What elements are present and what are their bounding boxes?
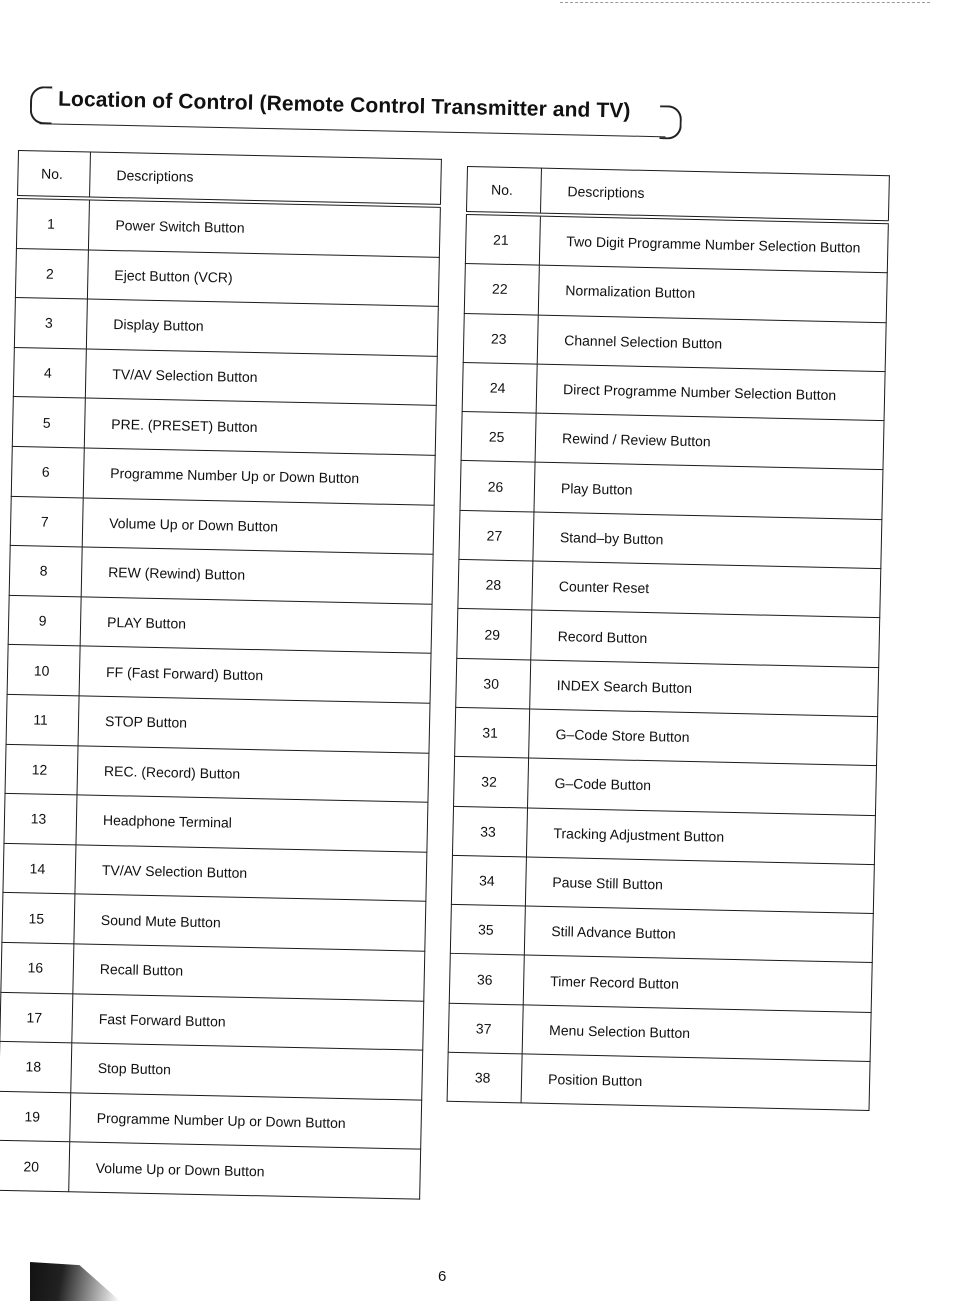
- row-number: 14: [3, 843, 76, 894]
- row-number: 28: [458, 559, 533, 610]
- row-description: TV/AV Selection Button: [75, 845, 427, 902]
- row-description: FF (Fast Forward) Button: [79, 646, 431, 703]
- row-description: Two Digit Programme Number Selection Button: [539, 215, 888, 273]
- row-number: 25: [461, 412, 536, 463]
- table-row: [465, 213, 888, 273]
- left-table-body: [0, 197, 440, 1199]
- row-description: Recall Button: [73, 944, 425, 1001]
- row-description: Programme Number Up or Down Button: [83, 448, 435, 505]
- row-number: 16: [1, 942, 74, 993]
- table-row: [8, 595, 432, 653]
- row-number: 18: [0, 1041, 72, 1092]
- row-description: G–Code Button: [528, 758, 877, 815]
- table-row: [0, 992, 424, 1050]
- row-description: Volume Up or Down Button: [82, 498, 434, 555]
- table-row: [16, 197, 440, 257]
- row-number: 29: [457, 609, 532, 660]
- row-number: 23: [463, 313, 538, 364]
- row-description: INDEX Search Button: [530, 660, 879, 717]
- scan-top-rule: [560, 2, 930, 3]
- table-row: [9, 546, 433, 604]
- table-row: [10, 496, 434, 554]
- left-controls-table: [0, 150, 442, 1200]
- row-number: 37: [448, 1003, 523, 1054]
- row-number: 31: [455, 707, 530, 758]
- row-number: 21: [465, 213, 540, 265]
- row-description: Channel Selection Button: [537, 315, 886, 372]
- table-row: [1, 942, 425, 1000]
- table-row: [15, 248, 439, 306]
- column-header-no: No.: [466, 167, 541, 215]
- column-header-descriptions: Descriptions: [89, 152, 441, 206]
- table-row: [12, 397, 436, 455]
- row-number: 12: [5, 744, 78, 795]
- table-row: [11, 446, 435, 504]
- table-row: [0, 1141, 421, 1199]
- row-description: REW (Rewind) Button: [81, 547, 433, 604]
- row-description: Record Button: [531, 610, 880, 667]
- row-description: PRE. (PRESET) Button: [84, 398, 436, 455]
- row-description: Rewind / Review Button: [535, 413, 884, 470]
- table-row: [13, 347, 437, 405]
- row-number: 2: [15, 248, 88, 299]
- row-description: Counter Reset: [532, 561, 881, 618]
- row-description: G–Code Store Button: [529, 709, 878, 766]
- scan-corner-mark: [30, 1262, 120, 1301]
- row-description: Timer Record Button: [523, 955, 872, 1012]
- row-number: 27: [459, 510, 534, 561]
- row-number: 24: [462, 362, 537, 413]
- table-row: [6, 694, 430, 752]
- section-heading: [30, 86, 683, 136]
- row-description: Still Advance Button: [524, 906, 873, 963]
- row-number: 5: [12, 397, 85, 448]
- row-number: 8: [9, 546, 82, 597]
- right-table-body: [447, 213, 888, 1111]
- table-row: [0, 1041, 423, 1099]
- heading-underline: [40, 123, 666, 137]
- row-description: Power Switch Button: [88, 199, 440, 257]
- column-header-no: No.: [18, 151, 91, 199]
- table-row: [5, 744, 429, 802]
- row-number: 35: [450, 904, 525, 955]
- row-number: 9: [8, 595, 81, 646]
- heading-bracket-right: [659, 105, 682, 139]
- table-row: [14, 298, 438, 356]
- row-description: Play Button: [534, 463, 883, 520]
- row-number: 20: [0, 1141, 70, 1192]
- row-description: Headphone Terminal: [76, 795, 428, 852]
- row-number: 32: [454, 757, 529, 808]
- right-controls-table: [447, 166, 890, 1111]
- row-description: Programme Number Up or Down Button: [70, 1092, 422, 1149]
- row-description: Display Button: [86, 299, 438, 356]
- row-number: 33: [452, 806, 527, 857]
- table-row: [7, 645, 431, 703]
- row-description: Tracking Adjustment Button: [526, 808, 875, 865]
- table-row: [2, 893, 426, 951]
- row-description: Menu Selection Button: [522, 1005, 871, 1062]
- table-row: [447, 1052, 870, 1110]
- row-description: TV/AV Selection Button: [85, 349, 437, 406]
- row-number: 11: [6, 694, 79, 745]
- row-number: 17: [0, 992, 73, 1043]
- row-number: 30: [456, 658, 531, 709]
- row-description: Fast Forward Button: [72, 993, 424, 1050]
- column-header-descriptions: Descriptions: [540, 168, 889, 222]
- row-number: 36: [449, 954, 524, 1005]
- row-description: Eject Button (VCR): [87, 250, 439, 307]
- row-description: REC. (Record) Button: [77, 745, 429, 802]
- row-description: Volume Up or Down Button: [69, 1142, 421, 1199]
- heading-bracket-left: [30, 86, 53, 124]
- row-description: STOP Button: [78, 696, 430, 753]
- row-number: 38: [447, 1052, 522, 1103]
- row-number: 19: [0, 1091, 71, 1142]
- row-description: Position Button: [521, 1054, 870, 1111]
- row-description: Pause Still Button: [525, 857, 874, 914]
- row-number: 4: [13, 347, 86, 398]
- row-description: PLAY Button: [80, 597, 432, 654]
- page-number: 6: [438, 1268, 447, 1285]
- row-description: Stop Button: [71, 1043, 423, 1100]
- row-number: 3: [14, 298, 87, 349]
- row-number: 1: [16, 197, 89, 250]
- row-description: Direct Programme Number Selection Button: [536, 364, 885, 421]
- table-row: [3, 843, 427, 901]
- row-number: 26: [460, 461, 535, 512]
- row-number: 7: [10, 496, 83, 547]
- row-description: Sound Mute Button: [74, 894, 426, 951]
- page-title: Location of Control (Remote Control Transmitter and TV): [57, 87, 631, 123]
- row-number: 34: [451, 855, 526, 906]
- table-row: [0, 1091, 422, 1149]
- table-row: [4, 793, 428, 851]
- row-description: Stand–by Button: [533, 512, 882, 569]
- row-number: 6: [11, 446, 84, 497]
- row-number: 10: [7, 645, 80, 696]
- row-number: 22: [464, 264, 539, 315]
- row-description: Normalization Button: [538, 265, 887, 322]
- row-number: 15: [2, 893, 75, 944]
- row-number: 13: [4, 793, 77, 844]
